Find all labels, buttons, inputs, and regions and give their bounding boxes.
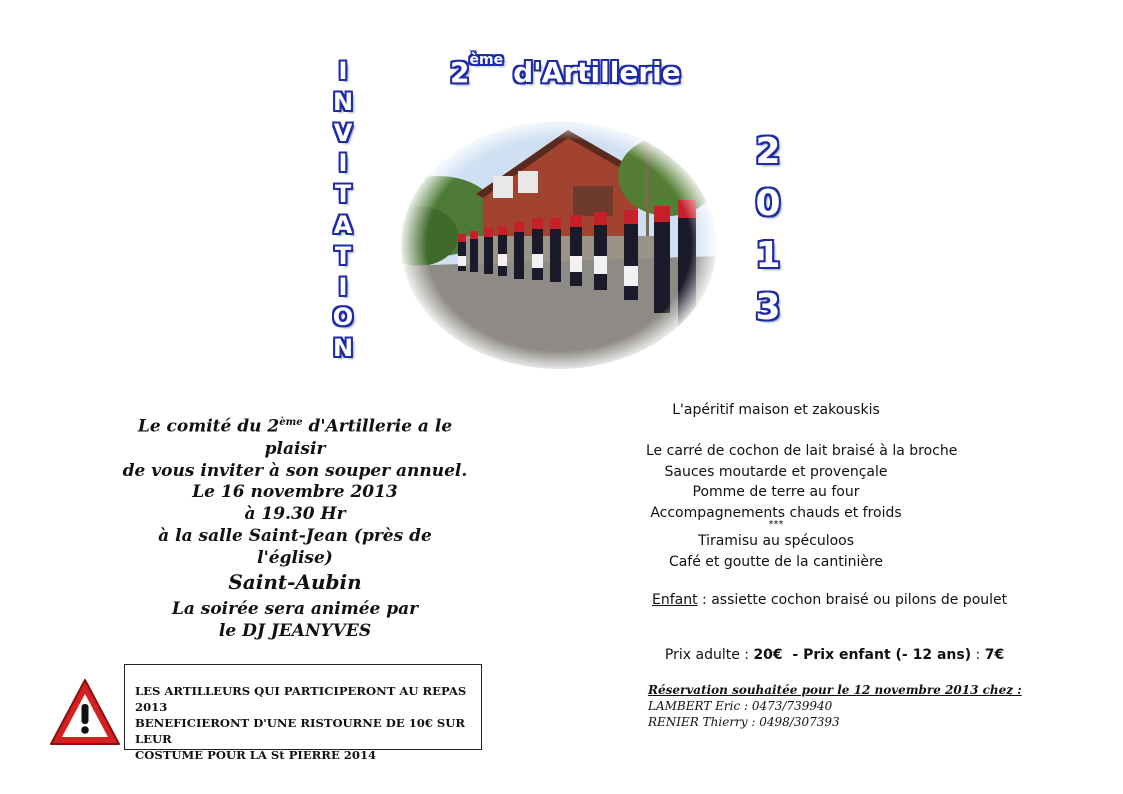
invitation-letter: I	[338, 272, 348, 301]
menu	[646, 400, 958, 573]
invitation-letter: N	[332, 87, 354, 116]
event-details	[120, 481, 470, 593]
menu-item: Pomme de terre au four	[692, 484, 860, 501]
warning-line1: LES ARTILLEURS QUI PARTICIPERONT AU REPAS 2013	[135, 684, 467, 714]
invite-line2: de vous inviter à son souper annuel.	[122, 460, 468, 481]
year-digit: 1	[755, 235, 781, 276]
prices	[656, 631, 1004, 663]
price-colon: :	[971, 647, 985, 663]
menu-coffee: Café et goutte de la cantinière	[668, 553, 884, 570]
year-digit: 3	[755, 287, 781, 328]
invitation-letter: I	[338, 57, 348, 85]
child-menu	[652, 592, 1007, 608]
adult-price: 20€	[753, 647, 783, 663]
menu-separator: ***	[768, 518, 784, 530]
menu-item: Accompagnements chauds et froids	[650, 505, 902, 522]
invite-line1-pre: Le comité du 2	[137, 416, 280, 437]
title-rest: d'Artillerie	[513, 56, 681, 89]
invitation-letter: V	[333, 118, 353, 147]
child-text: : assiette cochon braisé ou pilons de poulet	[697, 592, 1008, 608]
invite-line1-sup: ème	[279, 417, 303, 428]
event-city: Saint-Aubin	[228, 570, 362, 594]
warning-line3: COSTUME POUR LA St PIERRE 2014	[135, 748, 377, 762]
menu-gap	[646, 421, 906, 441]
invite-line1-post: d'Artillerie a le plaisir	[264, 416, 453, 459]
event-date: Le 16 novembre 2013	[192, 482, 398, 502]
reservation	[648, 682, 1022, 730]
reservation-contact: RENIER Thierry : 0498/307393	[648, 715, 840, 729]
menu-aperitif: L'apéritif maison et zakouskis	[672, 402, 880, 418]
menu-item: Sauces moutarde et provençale	[664, 463, 888, 480]
menu-item: Le carré de cochon de lait braisé à la broche	[646, 442, 958, 459]
warning-box	[124, 664, 482, 762]
child-price: 7€	[984, 647, 1005, 663]
year-digit: 2	[755, 131, 781, 172]
title-sup: ème	[469, 52, 504, 68]
adult-price-label: Prix adulte :	[664, 647, 754, 663]
child-age-condition: (- 12 ans)	[895, 647, 972, 663]
child-label: Enfant	[652, 592, 698, 608]
dj-info	[120, 598, 470, 642]
invitation-vertical-text	[326, 56, 360, 364]
invitation-letter: T	[334, 180, 352, 209]
warning-icon	[48, 676, 122, 748]
parade-photo	[398, 116, 720, 374]
event-venue: à la salle Saint-Jean (près de l'église)	[158, 526, 432, 568]
reservation-contact: LAMBERT Eric : 0473/739940	[648, 699, 833, 713]
invite-line1	[120, 412, 470, 460]
price-separator: - Prix enfant	[782, 647, 896, 663]
reservation-heading: Réservation souhaitée pour le 12 novembre 2013 chez :	[648, 683, 1022, 697]
event-time: à 19.30 Hr	[244, 504, 346, 524]
invitation-letter: O	[332, 303, 354, 332]
invitation-letter: T	[334, 241, 352, 270]
invite-intro	[120, 412, 470, 482]
invitation-letter: A	[333, 210, 353, 239]
invitation-letter: N	[332, 334, 354, 363]
menu-dessert: Tiramisu au spéculoos	[697, 532, 855, 549]
dj-line1: La soirée sera animée par	[171, 599, 419, 619]
warning-line2: BENEFICIERONT D'UNE RISTOURNE DE 10€ SUR LEUR	[135, 716, 466, 746]
dj-line2: le DJ JEANYVES	[218, 621, 372, 641]
page-title	[450, 52, 681, 89]
title-number: 2	[450, 56, 470, 89]
year-vertical-text	[748, 126, 788, 334]
year-digit: 0	[755, 183, 781, 224]
invitation-letter: I	[338, 149, 348, 178]
